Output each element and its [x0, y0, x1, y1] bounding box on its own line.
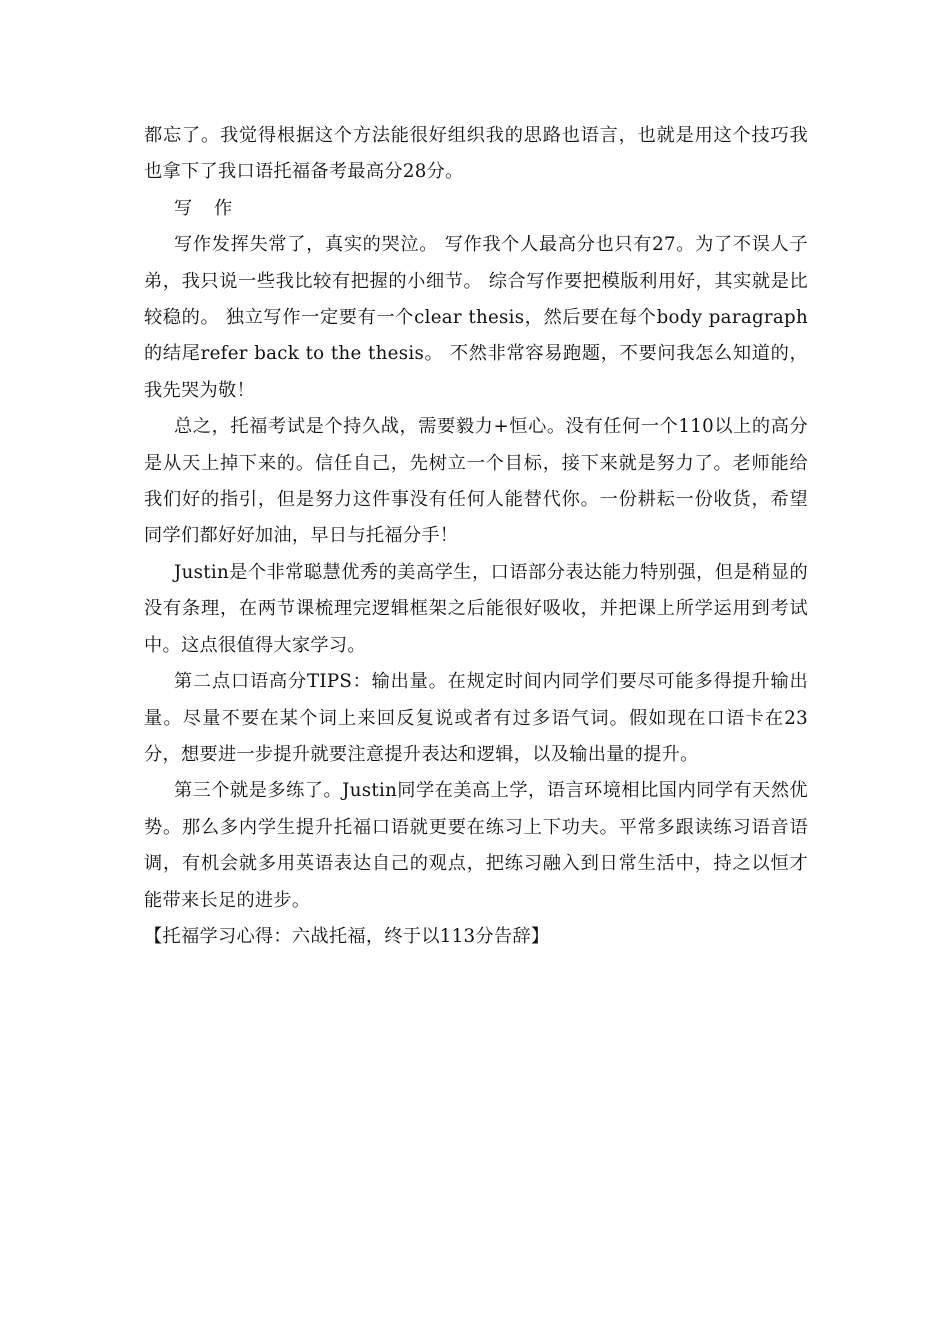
section-heading-writing: 写 作 [174, 197, 241, 219]
paragraph-summary: 总之，托福考试是个持久战，需要毅力+恒心。没有任何一个110以上的高分是从天上掉下来的。信任自己，先树立一个目标，接下来就是努力了。老师能给我们好的指引，但是努力这件事没有任何人能替代你。一份耕耘一份收货，希望同学们都好好加油，早日与托福分手！ [144, 416, 808, 547]
paragraph-speaking-tip-three: 第三个就是多练了。Justin同学在美高上学，语言环境相比国内同学有天然优势。那么多内学生提升托福口语就更要在练习上下功夫。平常多跟读练习语音语调，有机会就多用英语表达自己的观点，把练习融入到日常生活中，持之以恒才能带来长足的进步。 [144, 780, 808, 911]
paragraph-speaking-tip-two: 第二点口语高分TIPS：输出量。在规定时间内同学们要尽可能多得提升输出量。尽量不要在某个词上来回反复说或者有过多语气词。假如现在口语卡在23分，想要进一步提升就要注意提升表达和逻辑，以及输出量的提升。 [144, 671, 808, 765]
document-body [144, 118, 808, 955]
article-title-link: 【托福学习心得：六战托福，终于以113分告辞】 [144, 925, 550, 947]
paragraph-writing: 写作发挥失常了，真实的哭泣。 写作我个人最高分也只有27。为了不误人子弟，我只说一些我比较有把握的小细节。 综合写作要把模版利用好，其实就是比较稳的。 独立写作一定要有一个clear thesis，然后要在每个body paragraph 的结尾refer back to the thesis。 不然非常容易跑题，不要问我怎么知道的，我先哭为敬！ [144, 234, 808, 401]
paragraph-justin-review: Justin是个非常聪慧优秀的美高学生，口语部分表达能力特别强，但是稍显的没有条理，在两节课梳理完逻辑框架之后能很好吸收，并把课上所学运用到考试中。这点很值得大家学习。 [144, 561, 808, 656]
paragraph-speaking-ending: 都忘了。我觉得根据这个方法能很好组织我的思路也语言，也就是用这个技巧我也拿下了我口语托福备考最高分28分。 [144, 125, 808, 183]
